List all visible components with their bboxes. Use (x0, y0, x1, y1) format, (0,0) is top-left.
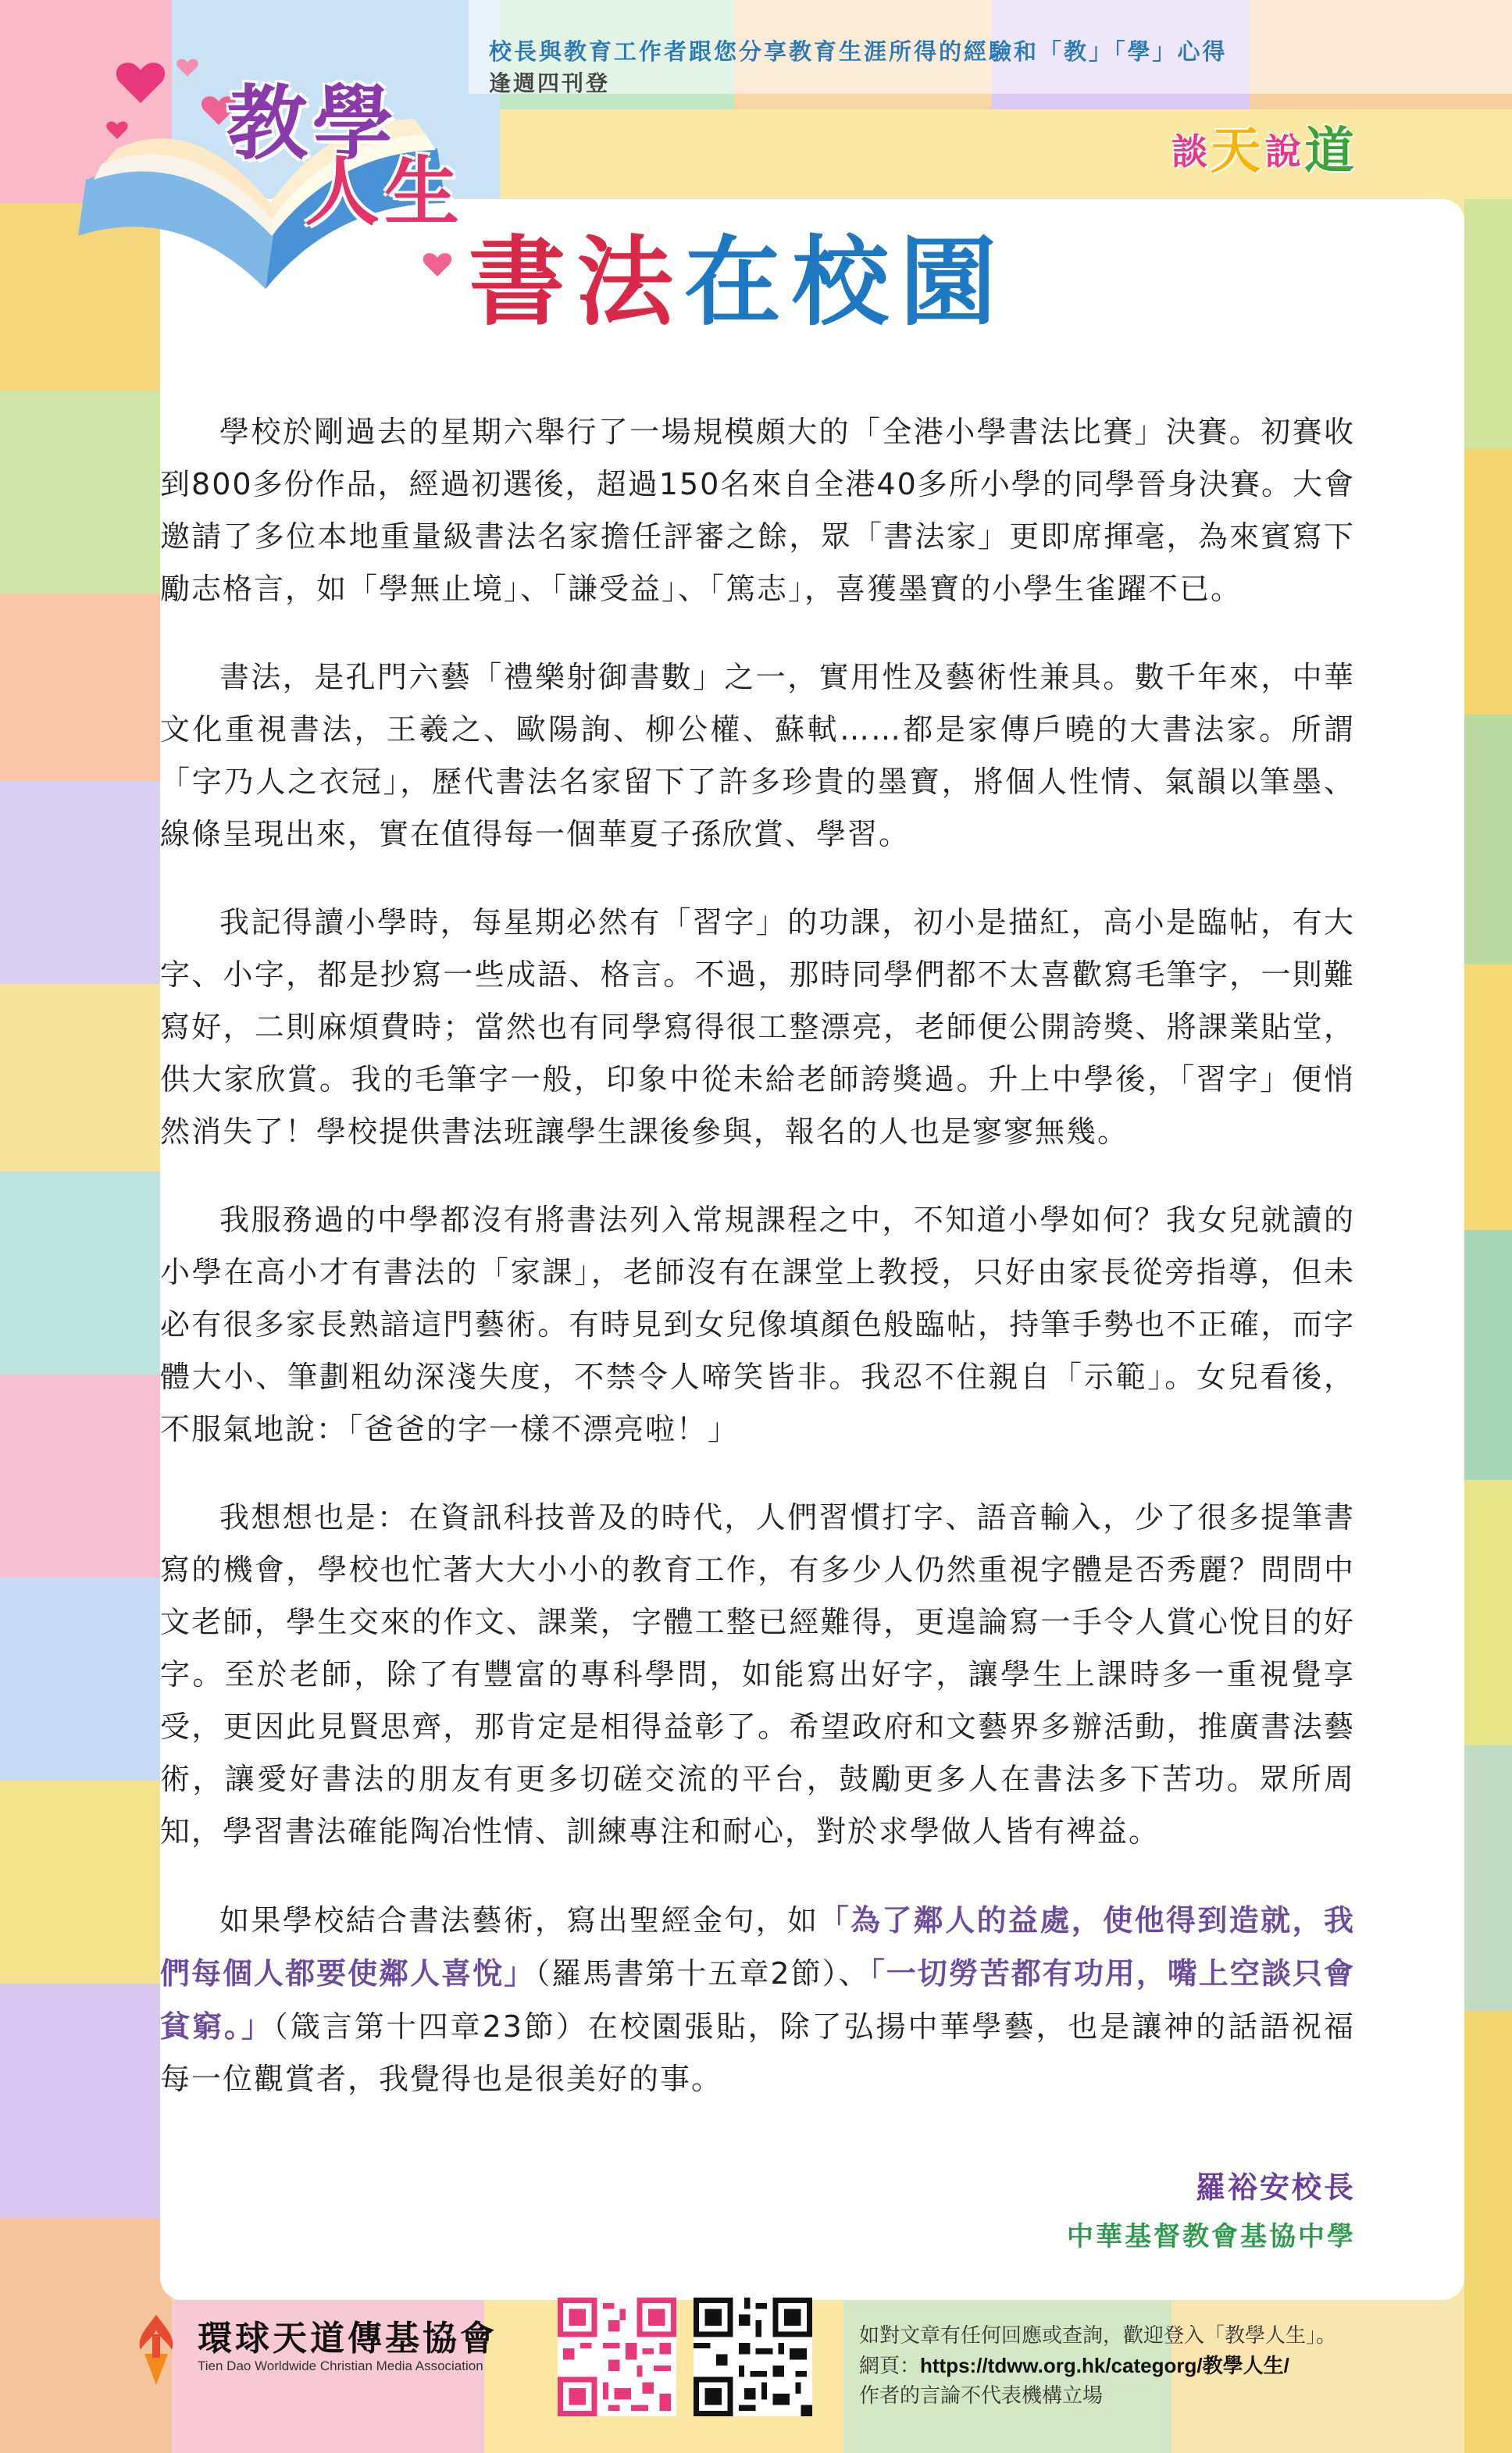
series-logo-char-1: 談 (1171, 130, 1207, 173)
article-paragraph-3: 我記得讀小學時，每星期必然有「習字」的功課，初小是描紅，高小是臨帖，有大字、小字，都是抄寫一些成語、格言。不過，那時同學們都不太喜歡寫毛筆字，一則難寫好，二則麻煩費時；當然也有同學寫得很工整漂亮，老師便公開誇獎、將課業貼堂，供大家欣賞。我的毛筆字一般，印象中從未給老師誇獎過。升上中學後，「習字」便悄然消失了！學校提供書法班讓學生課後參與，報名的人也是寥寥無幾。 (160, 905, 1355, 1149)
article-body (160, 406, 1355, 2141)
series-logo-char-4: 道 (1304, 122, 1354, 180)
contact-line-disclaimer: 作者的言論不代表機構立場 (859, 2384, 1104, 2408)
qr-code-icon[interactable] (694, 2298, 812, 2416)
paragraph-6-lead: 如果學校結合書法藝術，寫出聖經金句，如 (219, 1903, 819, 1938)
series-logo (1164, 103, 1398, 189)
organization-brand (121, 2307, 543, 2401)
organization-name: 環球天道傳基協會 (198, 2319, 497, 2359)
series-logo-char-3: 說 (1265, 130, 1301, 173)
website-link[interactable]: https://tdww.org.hk/categorg/教學人生/ (920, 2354, 1289, 2377)
bible-quote-romans: 「為了鄰人的益處，使他得到造就，我們每個人都要使鄰人喜悅」 (160, 1902, 1355, 1991)
author-name: 羅裕安校長 (1195, 2170, 1356, 2205)
article-paragraph-5: 我想想也是：在資訊科技普及的時代，人們習慣打字、語音輸入，少了很多提筆書寫的機會，學校也忙著大大小小的教育工作，有多少人仍然重視字體是否秀麗？問問中文老師，學生交來的作文、課業，字體工整已經難得，更遑論寫一手令人賞心悅目的好字。至於老師，除了有豐富的專科學問，如能寫出好字，讓學生上課時多一重視覺享受，更因此見賢思齊，那肯定是相得益彰了。希望政府和文藝界多辦活動，推廣書法藝術，讓愛好書法的朋友有更多切磋交流的平台，鼓勵更多人在書法多下苦功。眾所周知，學習書法確能陶冶性情、訓練專注和耐心，對於求學做人皆有裨益。 (160, 1500, 1355, 1849)
organization-logo-icon (121, 2307, 191, 2393)
author-school: 中華基督教會基協中學 (1067, 2221, 1356, 2252)
article-title-part1: 書法 (469, 226, 685, 339)
article-paragraph-6 (160, 1894, 1355, 2105)
series-logo-char-2: 天 (1211, 122, 1261, 180)
contact-line-feedback: 如對文章有任何回應或查詢，歡迎登入「教學人生」。 (859, 2324, 1337, 2348)
bible-ref-proverbs: （箴言第十四章23節）在校園張貼，除了弘揚中華學藝，也是讓神的話語祝福每一位觀賞者，我覺得也是很美好的事。 (160, 2009, 1355, 2096)
article-paragraph-1: 學校於剛過去的星期六舉行了一場規模頗大的「全港小學書法比賽」決賽。初賽收到800多份作品，經過初選後，超過150名來自全港40多所小學的同學晉身決賽。大會邀請了多位本地重量級書法名家擔任評審之餘，眾「書法家」更即席揮毫，為來賓寫下勵志格言，如「學無止境」、「謙受益」、「篤志」，喜獲墨寶的小學生雀躍不已。 (160, 415, 1355, 606)
column-logo-line1: 教學 (226, 76, 399, 171)
organization-name-english: Tien Dao Worldwide Christian Media Association (198, 2359, 483, 2373)
article-title-part2: 在校園 (684, 226, 1008, 339)
article-paragraph-4: 我服務過的中學都沒有將書法列入常規課程之中，不知道小學如何？我女兒就讀的小學在高小才有書法的「家課」，老師沒有在課堂上教授，只好由家長從旁指導，但未必有很多家長熟諳這門藝術。有時見到女兒像填顏色般臨帖，持筆手勢也不正確，而字體大小、筆劃粗幼深淺失度，不禁令人啼笑皆非。我忍不住親自「示範」。女兒看後，不服氣地說：「爸爸的字一樣不漂亮啦！」 (160, 1203, 1355, 1446)
column-logo-line2: 人生 (305, 148, 464, 236)
bible-quote-proverbs: 「一切勞苦都有功用，嘴上空談只會貧窮。」 (160, 1956, 1355, 2044)
article-title (469, 205, 1007, 344)
contact-info (859, 2321, 1421, 2411)
publication-schedule: 逢週四刊登 (489, 70, 611, 96)
article-paragraph-2: 書法，是孔門六藝「禮樂射御書數」之一，實用性及藝術性兼具。數千年來，中華文化重視書法，王羲之、歐陽詢、柳公權、蘇軾……都是家傳戶曉的大書法家。所謂「字乃人之衣冠」，歷代書法名家留下了許多珍貴的墨寶，將個人性情、氣韻以筆墨、線條呈現出來，實在值得每一個華夏子孫欣賞、學習。 (160, 660, 1355, 851)
website-label: 網頁： (859, 2355, 921, 2378)
bible-ref-romans: （羅馬書第十五章2節）、 (535, 1956, 870, 1991)
qr-code-icon[interactable] (558, 2298, 676, 2416)
column-tagline: 校長與教育工作者跟您分享教育生涯所得的經驗和「教」「學」心得 (489, 38, 1228, 65)
contact-line-website (859, 2351, 1421, 2381)
